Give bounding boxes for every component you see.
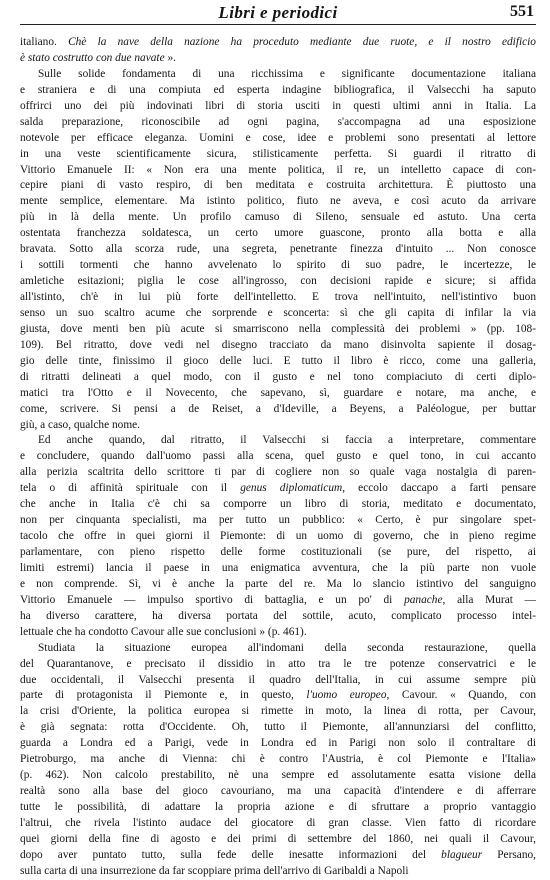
text-line [20,402,536,418]
text-segment: dopo aver puntato tutto, sulla fede delle inesatte informazioni del [20,848,442,861]
text-segment: sulla carta di una insurrezione da far scoppiare prima dell'arrivo di Garibaldi a Napoli [20,864,409,877]
text-segment: italiano. [20,36,69,48]
text-line [20,704,536,720]
text-segment: Studiata la situazione europea all'indomani della seconda restaurazione, quella [38,641,536,654]
text-segment: realtà sono alla base del gioco cavouriano, ma una capacità d'intendere e di afferrare [20,785,536,798]
text-segment: , alla Murat — [442,593,536,606]
text-segment: parte di protagonista il Piemonte e, in questo, [20,689,307,702]
text-line [20,226,536,242]
text-line [20,800,536,816]
italic-text-segment: è stato costrutto con due navate [20,51,165,64]
text-line [20,178,536,194]
text-segment: la crisi d'Oriente, la politica europea si rimette in moto, la linea di rotta, per Cavour, [20,705,536,718]
text-line [20,609,536,625]
text-segment: salda preparazione, riconoscibile ad ogni pagina, s'accompagna ad una esposizione [20,115,536,128]
text-line [20,354,536,370]
running-title: Libri e periodici [218,3,338,22]
text-segment: Persano, [482,848,536,861]
page-header [20,2,536,25]
text-segment: bravata. Sotto alla scorza rude, una segreta, penetrante finezza d'intuito ... Non conosce [20,243,536,256]
text-segment: tutte le possibilità, di adattare la propria azione e di sfruttare a proprio vantaggio [20,801,536,813]
text-line [20,115,536,131]
text-segment: ostentata franchezza soldatesca, un certo umore guascone, pronto alla botta e alla [20,227,536,240]
text-line [20,306,536,322]
text-line [20,577,536,593]
italic-text-segment: panache [404,593,443,606]
text-line [20,35,536,51]
text-segment: , Cavour. « Quando, con [386,689,536,702]
text-line [20,720,536,736]
text-line [20,768,536,784]
text-segment: tacolo che offre in quei giorni il Piemonte: di un uomo di governo, che in pieno regime [20,530,536,543]
text-line [20,673,536,689]
text-line [20,529,536,545]
text-line [20,83,536,99]
text-segment: mente semplice, elementare. Ma istinto politico, fiuto ne aveva, e così acuto da arrivare [20,195,536,208]
text-line [20,513,536,529]
text-line [20,481,536,497]
italic-text-segment: blagueur [441,848,483,861]
text-segment: in una veste scientificamente sicura, stilisticamente perfetta. Si guardi il ritratto di [20,147,536,160]
text-line [20,784,536,800]
text-line [20,290,536,306]
text-segment: del Quarantanove, e precisato il dissidio in atto tra le tre potenze conservatrici e le [20,657,536,670]
text-segment: Pietroburgo, ma anche di Vienna: chi è contro l'Austria, è col Piemonte e l'Italia» [20,753,536,766]
text-segment: e straniera e di una compiuta ed esperta indagine bibliografica, il Valsecchi ha saputo [20,83,536,96]
text-line [20,657,536,673]
text-line [20,322,536,338]
text-line [20,641,536,657]
text-segment: i sottili tormenti che hanno avvelenato lo spirito di suo padre, le incertezze, le [20,259,536,272]
text-segment: e concludere, quando dall'uomo passi alla scena, quel gusto e quel tono, in cui accanto [20,450,536,463]
paragraph [20,67,536,434]
text-segment: Vittorio Emanuele II: « Non era una mente politica, il re, un intelletto capace di con- [20,163,536,176]
text-line [20,848,536,864]
italic-text-segment: genus diplomaticum [240,482,343,495]
text-segment: di ritratti delineati a quel modo, con il gusto e nel tono compiaciuto di certi diplo- [20,370,536,383]
text-line [20,274,536,290]
text-line [20,210,536,226]
text-segment: parlamentare, con pieno rispetto delle forme costituzionali (se pure, del rispetto, ai [20,546,536,558]
text-line [20,386,536,402]
text-segment: 109). Bel ritratto, dove vedi nel disegno tracciato da mano disinvolta sapiente il dosag- [20,338,536,351]
text-segment: , eccolo daccapo a farti pensare [342,482,536,495]
text-segment: cepire piani di vasto respiro, di ben meditata e costruita architettura. È piuttosto una [20,179,536,192]
text-line [20,449,536,465]
text-segment: quei giorni della fine di agosto e dei primi di settembre del 1860, nei quali il Cavour, [20,832,536,845]
text-line [20,752,536,768]
text-segment: giusta, dove menti ben più acute si smarriscono nella complessità dei problemi » (pp. 108- [20,322,536,335]
text-line [20,242,536,258]
text-line [20,258,536,274]
text-segment: alla perizia scaltrita dello scrittore ti par di cogliere non so quale vaga nostalgia di paren- [20,466,536,479]
text-segment: all'istinto, ch'è in lui più forte dell'intelletto. E trova nell'intuito, nell'istintivo buon [20,291,536,303]
text-segment: limiti estremi) lancia il paese in una enigmatica avventura, che la più parte non vuole [20,561,536,574]
text-line [20,864,536,880]
text-line [20,194,536,210]
article-body [20,35,536,880]
text-line [20,625,536,641]
text-segment: l'altrui, che rivela l'istinto audace del giocatore di gran classe. Vien fatto di ricordare [20,816,536,829]
text-line [20,497,536,513]
page-number: 551 [510,3,534,20]
text-line [20,465,536,481]
text-line [20,147,536,163]
text-segment: offrirci uno dei più indovinati libri di storia usciti in questi ultimi anni in Italia. La [20,99,536,112]
text-segment: gio delle tinte, finissimo il gioco delle luci. E tutto il libro è ricco, come una galleria, [20,354,536,367]
text-segment: Ed anche quando, dal ritratto, il Valsecchi si faccia a interpretare, commentare [38,434,536,447]
text-line [20,67,536,83]
text-line [20,816,536,832]
text-line [20,688,536,704]
text-line [20,561,536,577]
italic-text-segment: l'uomo europeo [306,689,387,702]
text-segment: giù, a caso, qualche nome. [20,418,141,431]
text-line [20,163,536,179]
text-line [20,433,536,449]
text-line [20,51,536,67]
text-line [20,593,536,609]
italic-text-segment: Chè la nave della nazione ha proceduto mediante due ruote, e il nostro edificio [68,36,536,48]
text-segment: ». [164,51,176,64]
text-segment: non per cinquanta specialisti, ma per tutto un pubblico: « Certo, è pur singolare spet- [20,514,536,527]
text-segment: ha diverso carattere, ha diversa portata del sottile, acuto, complicato processo intel- [20,609,536,622]
text-segment: tela o di affinità spirituale con il [20,482,241,495]
text-segment: (p. 462). Non calcolo prestabilito, nè una sempre ed assolutamente esatta visione della [20,769,536,782]
text-line [20,545,536,561]
text-segment: lettuale che ha condotto Cavour alle sue conclusioni » (p. 461). [20,625,307,638]
text-segment: è già segnata: rotta d'Occidente. Oh, tutto il Piemonte, all'annunziarsi del conflitto, [20,721,536,734]
text-segment: Sulle solide fondamenta di una ricchissima e significante documentazione italiana [38,67,536,80]
text-line [20,418,536,434]
text-segment: e non comprende. Sì, vi è anche la parte del re. Ma lo slancio istintivo del sanguigno [20,577,536,590]
text-segment: due occidentali, il Valsecchi presenta il quadro dell'Italia, in cui assume sempre più [20,673,536,686]
text-segment: come, scrivere. Si pensi a de Reiset, a d'Ideville, a Beyens, a Paléologue, per buttar [20,402,536,415]
text-segment: senso un suo scaltro acume che sorprende e sconcerta: sì che gli capita di infilar la via [20,306,536,319]
text-line [20,832,536,848]
paragraph [20,35,536,67]
text-line [20,131,536,147]
paragraph [20,641,536,880]
text-line [20,338,536,354]
text-line [20,99,536,115]
text-segment: Vittorio Emanuele — impulso sportivo di battaglia, e un po' di [20,593,405,606]
text-segment: matici tra l'Otto e il Novecento, che sapevano, sì, guardare e notare, ma anche, e [20,386,536,399]
text-line [20,370,536,386]
text-segment: più in là della mente. Un profilo camuso di Sileno, sensuale ed astuto. Una certa [20,211,536,224]
text-line [20,736,536,752]
paragraph [20,433,536,640]
text-segment: amletiche esitazioni; piglia le cose all'ingrosso, con decisioni rapide e sicure; si affida [20,275,536,288]
text-segment: notevole per efficace eleganza. Uomini e cose, idee e problemi sono presentati al lettore [20,131,536,144]
text-segment: guarda a Londra ed a Parigi, vede in Londra ed in Parigi non solo il contraltare di [20,737,536,750]
text-segment: che anche in Italia c'è chi sa comporre un libro di storia, meditato e documentato, [20,498,536,511]
